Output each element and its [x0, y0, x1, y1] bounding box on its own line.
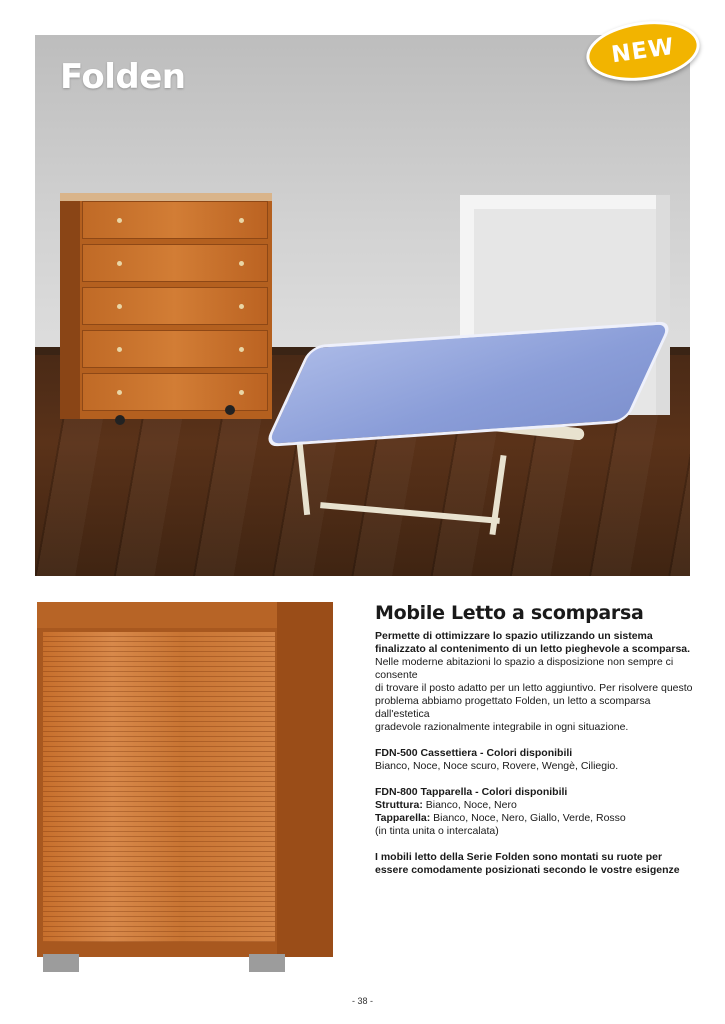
struttura-line — [375, 799, 695, 812]
section-heading: Mobile Letto a scomparsa — [375, 602, 644, 624]
knob — [117, 261, 122, 266]
intro-bold-line: finalizzato al contenimento di un letto pieghevole a scomparsa. — [375, 643, 691, 655]
tapparella-label: Tapparella: — [375, 812, 431, 824]
closing-line: I mobili letto della Serie Folden sono montati su ruote per — [375, 851, 663, 863]
fdn800-title: FDN-800 Tapparella - Colori disponibili — [375, 786, 568, 798]
knob — [239, 390, 244, 395]
cabinet-foot — [43, 954, 79, 972]
knob — [239, 218, 244, 223]
intro-line: gradevole razionalmente integrabile in ogni situazione. — [375, 721, 629, 733]
knob — [117, 347, 122, 352]
knob — [117, 390, 122, 395]
knob — [117, 218, 122, 223]
struttura-label: Struttura: — [375, 799, 423, 811]
tapparella-note: (in tinta unita o intercalata) — [375, 825, 499, 837]
tapparella-line — [375, 812, 695, 825]
intro-line: problema abbiamo progettato Folden, un letto a scomparsa dall'estetica — [375, 695, 651, 720]
knob — [239, 304, 244, 309]
drawer — [82, 201, 268, 239]
cabinet-foot — [249, 954, 285, 972]
knob — [117, 304, 122, 309]
drawer — [82, 287, 268, 325]
shutter-cabinet-image — [37, 602, 333, 976]
intro-line: Nelle moderne abitazioni lo spazio a disposizione non sempre ci consente — [375, 656, 674, 681]
cabinet-side-panel — [277, 602, 333, 957]
fdn500-colors: Bianco, Noce, Noce scuro, Rovere, Wengè, Ciliegio. — [375, 760, 619, 772]
chest-side — [60, 199, 80, 419]
struttura-colors: Bianco, Noce, Nero — [422, 799, 517, 811]
hero-photo — [35, 35, 690, 576]
page-number: - 38 - — [351, 996, 373, 1006]
roller-shutter — [43, 632, 275, 942]
intro-line: di trovare il posto adatto per un letto aggiuntivo. Per risolvere questo — [375, 682, 693, 694]
page-title: Folden — [60, 57, 186, 97]
tapparella-colors: Bianco, Noce, Nero, Giallo, Verde, Rosso — [430, 812, 626, 824]
knob — [239, 347, 244, 352]
chest-of-drawers-image — [60, 193, 272, 425]
product-description — [375, 602, 695, 877]
drawer — [82, 330, 268, 368]
new-badge-label: NEW — [609, 33, 677, 69]
cabinet-side — [656, 195, 670, 415]
intro-bold-line: Permette di ottimizzare lo spazio utilizzando un sistema — [375, 630, 653, 642]
knob — [239, 261, 244, 266]
wheel — [115, 415, 125, 425]
drawer — [82, 373, 268, 411]
cabinet-top — [37, 602, 277, 628]
wheel — [225, 405, 235, 415]
closing-line: essere comodamente posizionati secondo le vostre esigenze — [375, 864, 680, 876]
drawer — [82, 244, 268, 282]
chest-top — [60, 193, 272, 201]
fdn500-title: FDN-500 Cassettiera - Colori disponibili — [375, 747, 573, 759]
